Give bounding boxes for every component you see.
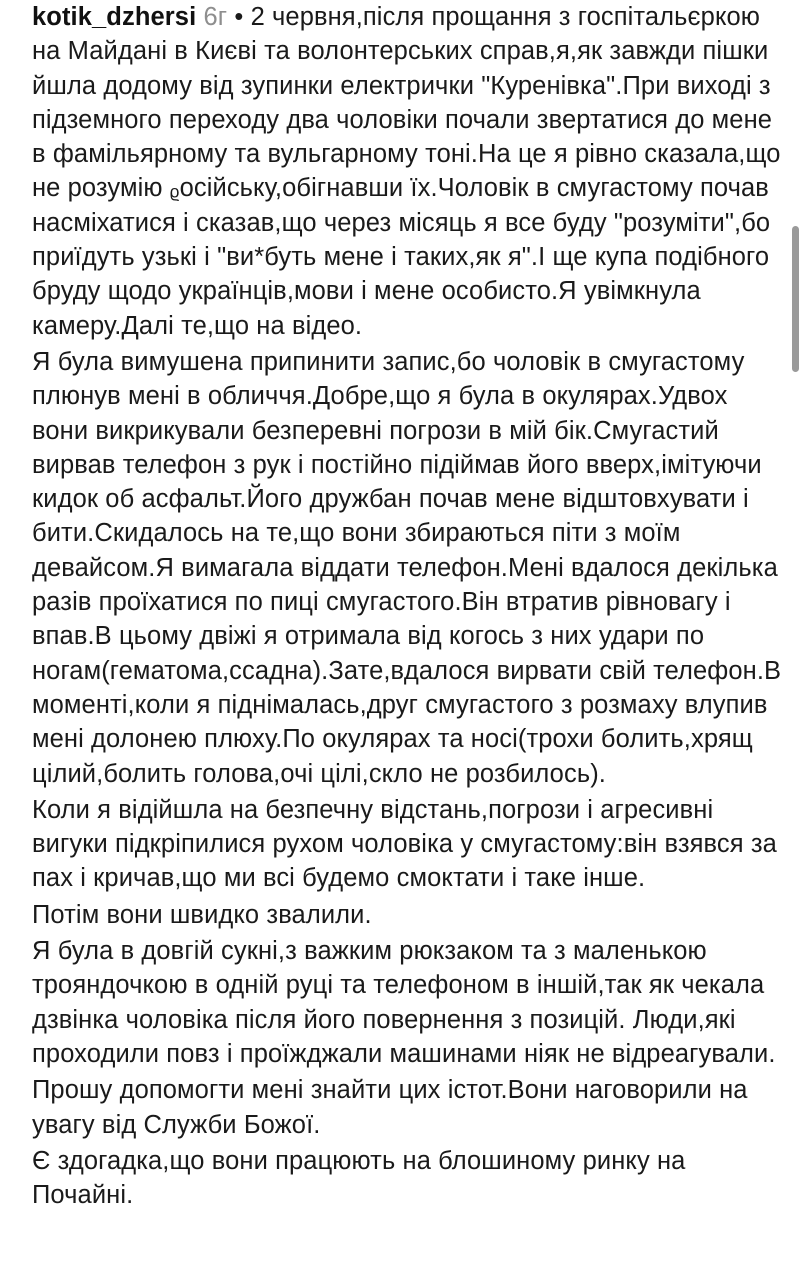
comment-body (32, 0, 784, 1214)
comment-paragraph-1: kotik_dzhersi 6г • 2 червня,після прощання з госпітальєркою на Майдані в Києві та волонтерських справ,я,як завжди пішки йшла додому від зупинки електрички "Куренівка".При виході з підземного переходу два чоловіки почали звертатися до мене в фамільярному та вульгарному тоні.На це я рівно сказала,що не розумію ᵨосійську,обігнавши їх.Чоловік в смугастому почав насміхатися і сказав,що через місяць я все буду "розуміти",бо приїдуть узькі і "ви*буть мене і таких,як я".І ще купа подібного бруду щодо українців,мови і мене особисто.Я увімкнула камеру.Далі те,що на відео. (32, 3, 781, 340)
comment-text-1: 2 червня,після прощання з госпітальєркою на Майдані в Києві та волонтерських справ,я,як завжди пішки йшла додому від зупинки електрички "Куренівка".При виході з підземного переходу два чоловіки почали звертатися до мене в фамільярному та вульгарному тоні.На це я рівно сказала,що не розумію ᵨосійську,обігнавши їх.Чоловік в смугастому почав насміхатися і сказав,що через місяць я все буду "розуміти",бо приїдуть узькі і "ви*буть мене і таких,як я".І ще купа подібного бруду щодо українців,мови і мене особисто.Я увімкнула камеру.Далі те,що на відео. (32, 3, 781, 340)
comment-timestamp: 6г (203, 3, 228, 31)
comment-paragraph-3: Коли я відійшла на безпечну відстань,погрози і агресивні вигуки підкріпилися рухом чоловіка у смугастому:він взявся за пах і кричав,що ми всі будемо смоктати і таке інше. (32, 795, 777, 893)
username-link[interactable]: kotik_dzhersi (32, 3, 197, 31)
comment-paragraph-4: Потім вони швидко звалили. (32, 900, 372, 929)
scrollbar[interactable] (792, 226, 799, 372)
comment-paragraph-6: Прошу допомогти мені знайти цих істот.Вони наговорили на увагу від Служби Божої. (32, 1076, 748, 1139)
comment-paragraph-7: Є здогадка,що вони працюють на блошиному ринку на Почайні. (32, 1146, 686, 1210)
comment-paragraph-2: Я була вимушена припинити запис,бо чоловік в смугастому плюнув мені в обличчя.Добре,що я була в окулярах.Удвох вони викрикували безперевні погрози в мій бік.Смугастий вирвав телефон з рук і постійно підіймав його вверх,імітуючи кидок об асфальт.Його дружбан почав мене відштовхувати і бити.Скидалось на те,що вони збираються піти з моїм девайсом.Я вимагала віддати телефон.Мені вдалося декілька разів проїхатися по пиці смугастого.Він втратив рівновагу і впав.В цьому двіжі я отримала від когось з них удари по ногам(гематома,ссадна).Зате,вдалося вирвати свій телефон.В моменті,коли я піднімалась,друг смугастого з розмаху влупив мені долонею плюху.По окулярах та носі(трохи болить,хрящ цілий,болить голова,очі цілі,скло не розбилось). (32, 347, 782, 788)
comment-paragraph-5: Я була в довгій сукні,з важким рюкзаком та з маленькою трояндочкою в одній руці та телефоном в іншій,так як чекала дзвінка чоловіка після його повернення з позицій. Люди,які проходили повз і проїжджали машинами ніяк не відреагували. (32, 937, 776, 1068)
